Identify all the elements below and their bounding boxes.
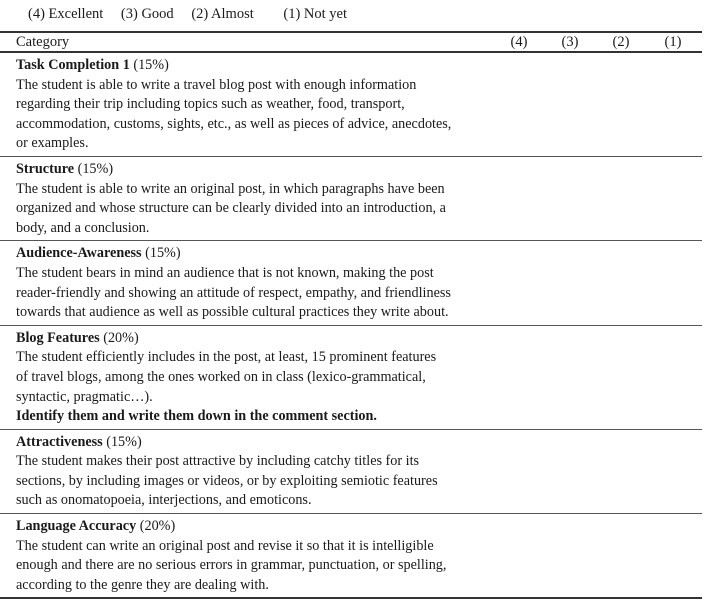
criterion-name: Structure <box>16 160 75 177</box>
criterion-description-line: of travel blogs, among the ones worked on in class (lexico-grammatical, <box>16 368 426 385</box>
criterion-description-line: The student efficiently includes in the post, at least, 15 prominent features <box>16 349 437 366</box>
header-col-3: (3) <box>561 34 579 50</box>
criterion-description-line: regarding their trip including topics such as weather, food, transport, <box>16 96 405 113</box>
criterion-description-line: syntactic, pragmatic…). <box>16 388 153 405</box>
criterion-title <box>16 160 702 180</box>
criterion-description-line: organized and whose structure can be clearly divided into an introduction, a <box>16 200 446 217</box>
criterion-description-line: towards that audience as well as possible cultural practices they write about. <box>16 304 449 321</box>
criterion-name: Audience-Awareness <box>16 245 142 262</box>
criterion-name: Task Completion 1 <box>16 57 130 73</box>
criterion-title <box>16 433 702 453</box>
criterion-title <box>16 329 702 349</box>
criterion-description-line: The student is able to write an original post, in which paragraphs have been <box>16 180 445 197</box>
header-col-2: (2) <box>612 34 630 50</box>
rating-legend <box>28 6 361 23</box>
criterion-description-line: according to the genre they are dealing with. <box>16 576 269 593</box>
criterion-description-line: The student can write an original post and revise it so that it is intelligible <box>16 537 434 554</box>
legend-not-yet: (1) Not yet <box>283 6 347 22</box>
table-row <box>0 241 702 325</box>
criterion-weight: (15%) <box>145 245 181 262</box>
criterion-description-line: The student is able to write a travel blog post with enough information <box>16 76 417 93</box>
criterion-name: Attractiveness <box>16 433 103 450</box>
table-header <box>0 31 702 53</box>
criterion-name: Blog Features <box>16 329 100 346</box>
header-col-1: (1) <box>664 34 682 50</box>
table-row <box>0 430 702 514</box>
legend-almost: (2) Almost <box>191 6 254 22</box>
criterion-name: Language Accuracy <box>16 518 137 535</box>
criterion-instruction: Identify them and write them down in the comment section. <box>16 408 377 425</box>
criterion-weight: (20%) <box>139 518 176 535</box>
criterion-title <box>16 244 702 264</box>
header-category: Category <box>16 34 70 50</box>
legend-good: (3) Good <box>120 6 174 22</box>
criterion-description-line: The student makes their post attractive by including catchy titles for its <box>16 453 420 470</box>
header-col-4: (4) <box>510 34 528 50</box>
table-row <box>0 514 702 599</box>
criterion-weight: (15%) <box>133 57 169 73</box>
criterion-description-line: body, and a conclusion. <box>16 219 150 236</box>
criterion-weight: (20%) <box>103 329 139 346</box>
criterion-description-line: accommodation, customs, sights, etc., as well as pieces of advice, anecdotes, <box>16 115 452 132</box>
table-row <box>0 326 702 430</box>
criterion-description-line: reader-friendly and showing an attitude of respect, empathy, and friendliness <box>16 284 451 301</box>
criterion-description-line: enough and there are no serious errors in grammar, punctuation, or spelling, <box>16 557 447 574</box>
legend-excellent: (4) Excellent <box>28 6 104 22</box>
rubric-table <box>0 31 702 599</box>
criterion-description-line: sections, by including images or videos, or by exploiting semiotic features <box>16 472 438 489</box>
criterion-description-line: The student bears in mind an audience that is not known, making the post <box>16 264 434 281</box>
criterion-title <box>16 517 702 537</box>
criterion-weight: (15%) <box>77 160 114 177</box>
criterion-title <box>16 56 702 76</box>
criterion-weight: (15%) <box>106 433 142 450</box>
table-row <box>0 157 702 241</box>
criterion-description-line: or examples. <box>16 135 89 152</box>
criterion-description-line: such as onomatopoeia, interjections, and emoticons. <box>16 492 312 509</box>
table-row <box>0 53 702 157</box>
